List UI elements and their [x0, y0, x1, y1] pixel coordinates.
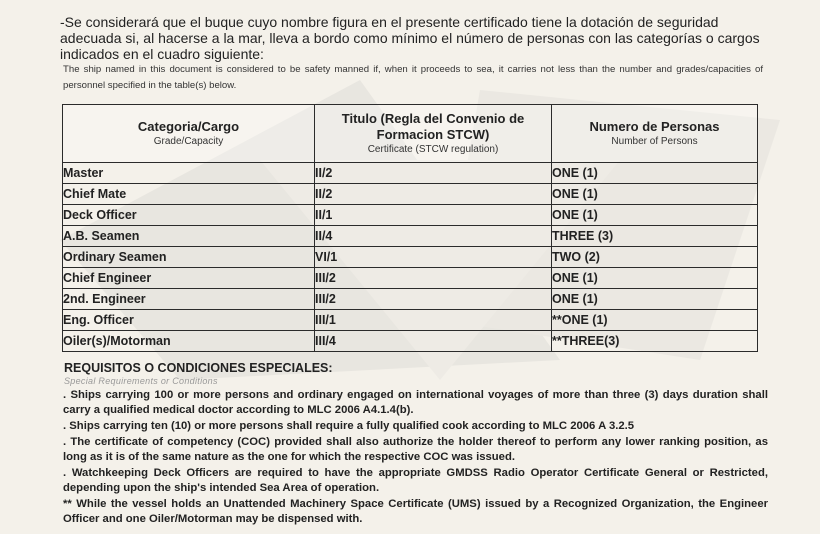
table-row	[63, 268, 758, 289]
header-category-en: Grade/Capacity	[153, 135, 224, 147]
row-persons: ONE (1)	[552, 268, 758, 289]
header-category-es: Categoria/Cargo	[137, 118, 240, 134]
table-row	[63, 310, 758, 331]
row-regulation: III/2	[315, 289, 552, 310]
row-regulation: II/1	[315, 205, 552, 226]
row-category: Chief Mate	[63, 184, 315, 205]
requirement-note: . Ships carrying 100 or more persons and ordinary engaged on international voyages of more than three (3) days duration shall carry a qualified medical doctor according to MLC 2006 A4.1.4(b).	[63, 389, 768, 416]
table-row	[63, 163, 758, 184]
intro-text-spanish: -Se considerará que el buque cuyo nombre figura en el presente certificado tiene la dotación de seguridad adecuada si, al hacerse a la mar, lleva a bordo como mínimo el número de personas con las categorías o cargos indicados en el cuadro siguiente:	[60, 14, 760, 62]
header-category	[63, 105, 315, 163]
header-persons-en: Number of Persons	[611, 135, 698, 147]
row-category: 2nd. Engineer	[63, 289, 315, 310]
row-regulation: III/2	[315, 268, 552, 289]
header-certificate-en: Certificate (STCW regulation)	[367, 143, 499, 155]
special-requirements-title: REQUISITOS O CONDICIONES ESPECIALES:	[64, 361, 333, 375]
header-persons-es: Numero de Personas	[589, 118, 720, 134]
requirement-note: ** While the vessel holds an Unattended Machinery Space Certificate (UMS) issued by a Recognized Organization, the Engineer Officer and one Oiler/Motorman may be dispensed with.	[63, 498, 768, 525]
row-persons: ONE (1)	[552, 289, 758, 310]
row-persons: THREE (3)	[552, 226, 758, 247]
minimum-crew-table	[62, 104, 758, 352]
row-category: Ordinary Seamen	[63, 247, 315, 268]
row-persons: **ONE (1)	[552, 310, 758, 331]
row-category: A.B. Seamen	[63, 226, 315, 247]
table-row	[63, 226, 758, 247]
row-category: Deck Officer	[63, 205, 315, 226]
row-regulation: II/2	[315, 163, 552, 184]
row-persons: ONE (1)	[552, 184, 758, 205]
row-regulation: VI/1	[315, 247, 552, 268]
row-persons: **THREE(3)	[552, 331, 758, 352]
row-regulation: III/4	[315, 331, 552, 352]
table-row	[63, 184, 758, 205]
header-certificate	[315, 105, 552, 163]
table-header-row	[63, 105, 758, 163]
table-row	[63, 247, 758, 268]
requirement-note: . Ships carrying ten (10) or more persons shall require a fully qualified cook according to MLC 2006 A 3.2.5	[63, 420, 635, 432]
special-requirements-subtitle: Special Requirements or Conditions	[64, 376, 218, 386]
row-persons: ONE (1)	[552, 205, 758, 226]
header-certificate-es: Titulo (Regla del Convenio de Formacion STCW)	[341, 110, 525, 142]
row-persons: ONE (1)	[552, 163, 758, 184]
row-category: Chief Engineer	[63, 268, 315, 289]
intro-text-english: The ship named in this document is considered to be safety manned if, when it proceeds to sea, it carries not less than the number and grades/capacities of personnel specified in the table(s) below.	[63, 64, 763, 91]
special-requirements-list	[63, 388, 768, 528]
row-category: Master	[63, 163, 315, 184]
row-persons: TWO (2)	[552, 247, 758, 268]
row-regulation: II/4	[315, 226, 552, 247]
table-row	[63, 289, 758, 310]
row-category: Eng. Officer	[63, 310, 315, 331]
header-persons	[552, 105, 758, 163]
row-regulation: II/2	[315, 184, 552, 205]
row-regulation: III/1	[315, 310, 552, 331]
table-row	[63, 205, 758, 226]
requirement-note: . The certificate of competency (COC) provided shall also authorize the holder thereof to perform any lower ranking position, as long as it is of the same nature as the one for which the respective COC was issued.	[63, 436, 768, 463]
requirement-note: . Watchkeeping Deck Officers are required to have the appropriate GMDSS Radio Operator Certificate General or Restricted, depending upon the ship's intended Sea Area of operation.	[63, 467, 768, 494]
table-row	[63, 331, 758, 352]
row-category: Oiler(s)/Motorman	[63, 331, 315, 352]
